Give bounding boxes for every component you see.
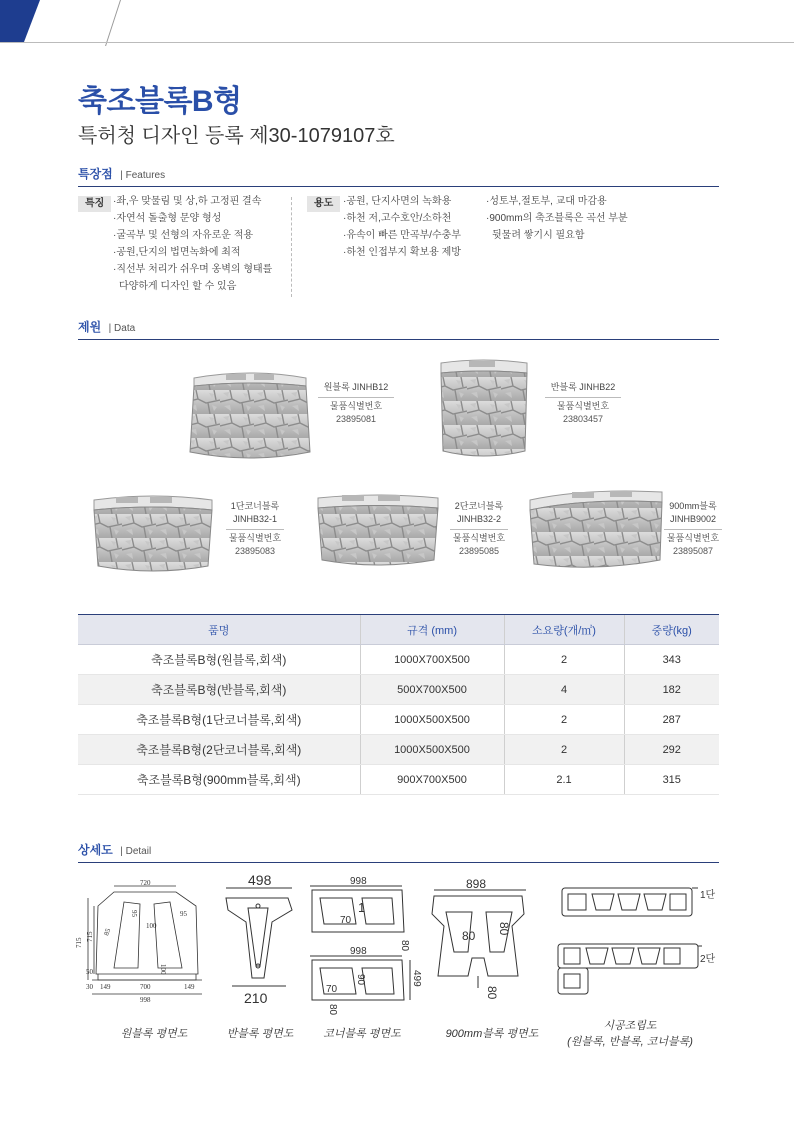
dim-label: 80 [399,940,410,952]
caption-half-block: 반블록 평면도 [226,1028,294,1040]
full-block-plan-drawing [75,876,218,1004]
list-item: ·공원,단지의 법면녹화에 최적 [113,247,241,258]
half-block-plan-drawing [218,872,306,1010]
dim-label: 50 [86,968,93,976]
dim-label: 1 [358,900,366,915]
list-item: ·좌,우 맞물림 및 상,하 고정핀 결속 [113,196,262,207]
list-item: ·자연석 돌출형 문양 형성 [113,213,222,224]
list-item: 다양하게 디자인 할 수 있음 [119,281,237,292]
data-section-heading [78,318,719,340]
caption-full-block: 원블록 평면도 [120,1028,188,1040]
corner-block-plan-drawing [304,876,422,1016]
product-image-corner1-block [88,490,218,576]
dim-label: 700 [140,983,151,991]
dim-label: 898 [466,877,487,891]
900mm-block-plan-drawing [428,876,532,1010]
dim-label: 149 [100,983,111,991]
list-item: ·공원, 단지사면의 녹화용 [343,196,452,207]
header-slash-divider [105,0,121,46]
dim-label: 30 [86,983,93,991]
feature-list [113,193,272,295]
product-image-corner2-block [312,490,444,570]
header-rule [0,42,794,43]
data-heading-en: | Data [108,323,136,334]
caption-corner-block: 코너블록 평면도 [323,1028,401,1040]
table-row: 축조블록B형(900mm블록,회색) 900X700X500 2.1 315 [78,765,719,795]
page-subtitle: 특허청 디자인 등록 제30-1079107호 [78,125,395,147]
dim-label: 90 [355,974,366,986]
features-heading: 특장점 [78,167,113,181]
dim-label: 80 [462,929,476,943]
dim-label: 998 [350,946,367,957]
dim-label: 70 [340,915,352,926]
dim-label: 80 [327,1004,338,1016]
assembly-drawing [552,876,724,1010]
list-item: ·성토부,절토부, 교대 마감용 [486,196,607,207]
detail-heading-en: | Detail [120,846,152,857]
features-heading-en: | Features [120,170,166,181]
dim-label: 715 [86,931,94,942]
col-header-size: 규격 (mm) [360,615,504,645]
product-label-3: 1단코너블록 JINHB32-1 물품식별번호 23895083 [226,500,284,558]
usage-list-1 [343,193,461,261]
product-image-half-block [433,353,533,463]
dim-label: 95 [180,910,187,918]
dim-label: 998 [350,876,367,887]
assembly-label: 1단 [700,890,716,901]
table-row: 축조블록B형(반블록,회색) 500X700X500 4 182 [78,675,719,705]
features-divider [291,197,292,297]
col-header-weight: 중량(kg) [624,615,719,645]
dim-label: 95 [130,910,138,917]
dim-label: 499 [411,970,422,987]
data-heading: 제원 [78,320,102,334]
list-item: ·유속이 빠른 만곡부/수충부 [343,230,461,241]
features-tag: 특징 [78,196,111,212]
table-header-row [78,615,719,645]
list-item: ·하천 인접부지 확보용 제방 [343,247,461,258]
list-item: ·굴곡부 및 선형의 자유로운 적용 [113,230,254,241]
list-item: ·직선부 처리가 쉬우며 옹벽의 형태를 [113,264,273,275]
dim-label: 498 [248,872,272,888]
product-label-5: 900mm블록 JINHB9002 물품식별번호 23895087 [664,500,722,558]
detail-section-heading [78,841,719,863]
table-row: 축조블록B형(원블록,회색) 1000X700X500 2 343 [78,645,719,675]
product-image-900mm-block [526,484,666,574]
caption-assembly: 시공조립도 (원블록, 반블록, 코너블록) [567,1020,693,1048]
product-label-2: 반블록 JINHB22 물품식별번호 23803457 [545,381,621,426]
list-item: ·900mm의 축조블록은 곡선 부분 [486,213,628,224]
dim-label: 720 [140,879,151,887]
dim-label: 80 [485,986,499,1000]
product-label-1: 원블록 JINHB12 물품식별번호 23895081 [318,381,394,426]
usage-list-2 [486,193,628,244]
table-row: 축조블록B형(2단코너블록,회색) 1000X500X500 2 292 [78,735,719,765]
dim-label: 80 [497,922,511,936]
features-section-heading [78,165,719,187]
col-header-name: 품명 [78,615,360,645]
page-title: 축조블록B형 [78,85,242,118]
dim-label: 100 [146,922,157,930]
col-header-quantity: 소요량(개/㎡) [504,615,624,645]
product-label-4: 2단코너블록 JINHB32-2 물품식별번호 23895085 [450,500,508,558]
detail-heading: 상세도 [78,843,113,857]
usage-tag: 용도 [307,196,340,212]
table-row: 축조블록B형(1단코너블록,회색) 1000X500X500 2 287 [78,705,719,735]
assembly-label: 2단 [700,954,716,965]
spec-table [78,614,719,795]
list-item: 뒷물려 쌓기시 필요함 [492,230,585,241]
header-accent-bar [0,0,40,42]
dim-label: 998 [140,996,151,1004]
dim-label: 149 [184,983,195,991]
product-image-full-block [186,366,314,464]
dim-label: 85 [102,927,113,937]
dim-label: 715 [75,937,83,948]
caption-900mm-block: 900mm블록 평면도 [445,1028,539,1040]
dim-label: 70 [326,984,338,995]
dim-label: 210 [244,990,268,1006]
list-item: ·하천 저,고수호안/소하천 [343,213,452,224]
dim-label: 100 [159,964,167,975]
